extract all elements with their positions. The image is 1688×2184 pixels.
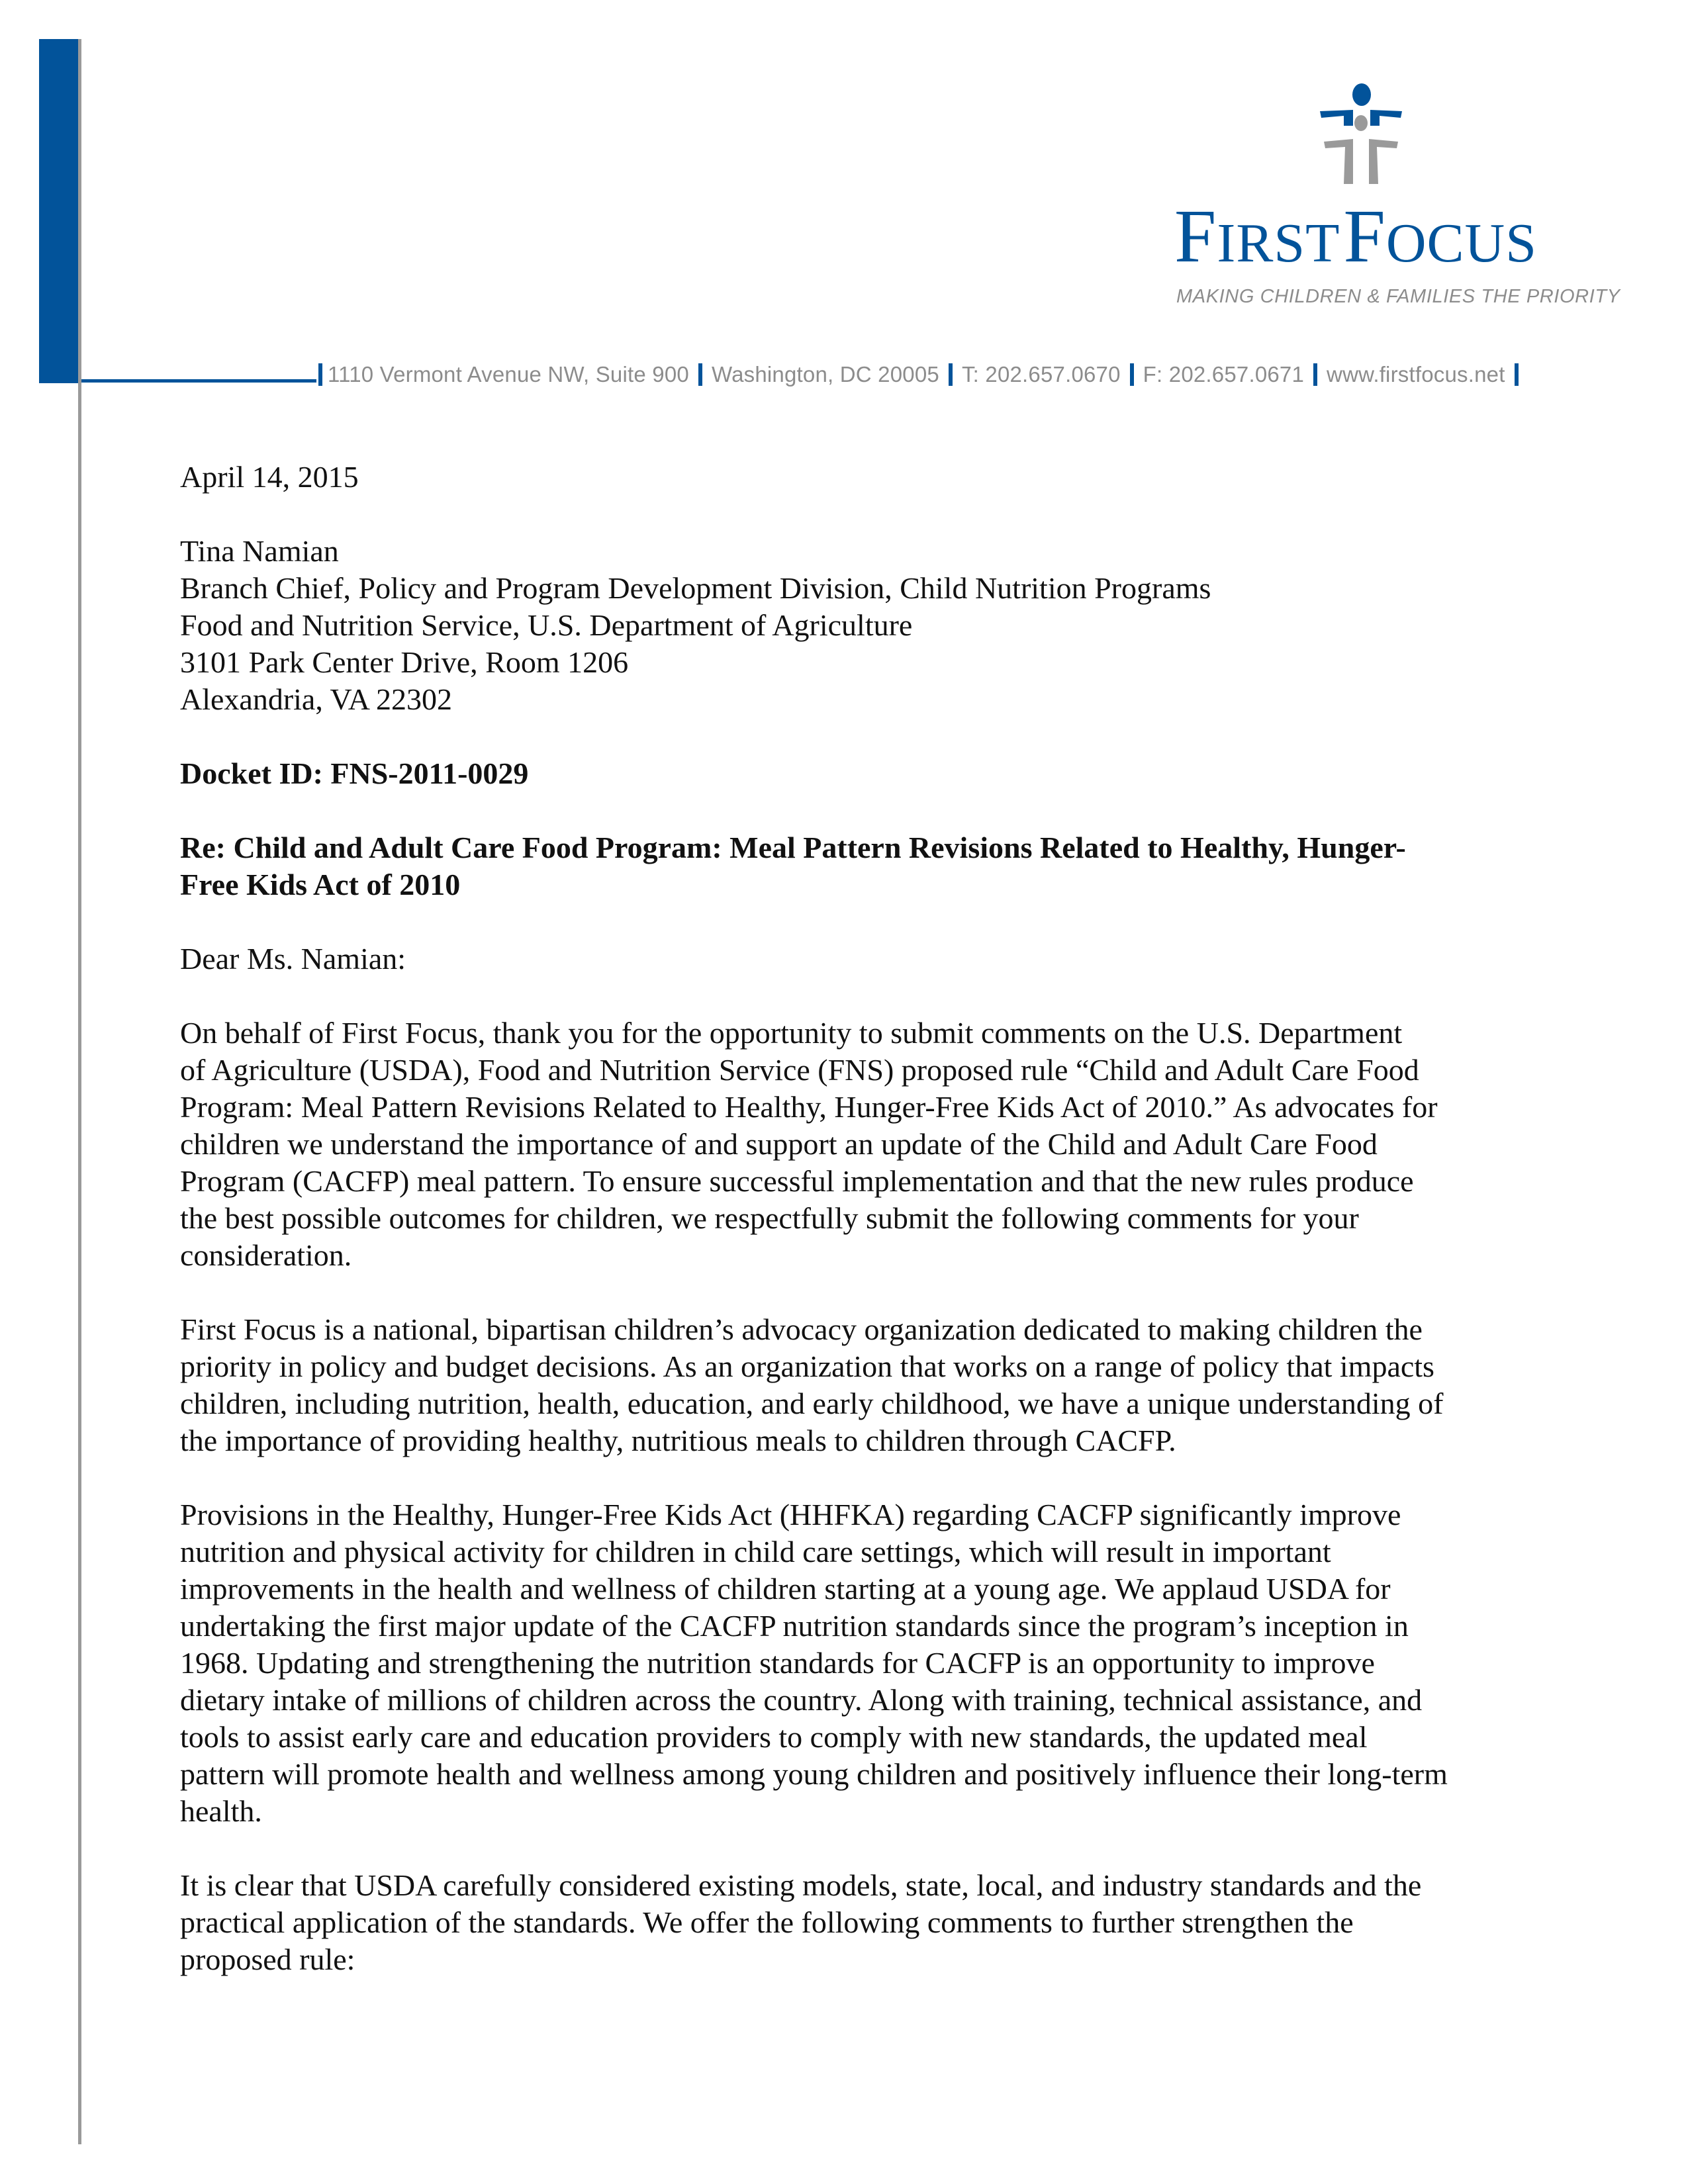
paragraph-line: children, including nutrition, health, education, and early childhood, we have a unique understanding of xyxy=(180,1387,1444,1420)
wordmark-cap-1: F xyxy=(1174,194,1217,278)
separator xyxy=(1313,363,1317,386)
letterhead-gray-rule xyxy=(78,39,81,2144)
recipient-title: Branch Chief, Policy and Program Development Division, Child Nutrition Programs xyxy=(180,571,1211,605)
recipient-name: Tina Namian xyxy=(180,534,339,568)
org-tagline: MAKING CHILDREN & FAMILIES THE PRIORITY xyxy=(1176,286,1620,307)
paragraph-line: priority in policy and budget decisions. As an organization that works on a range of policy that impacts xyxy=(180,1349,1434,1383)
separator xyxy=(698,363,702,386)
paragraph-line: pattern will promote health and wellness among young children and positively influence their long-term xyxy=(180,1757,1448,1791)
logo-blue-arms xyxy=(1320,110,1353,126)
fax: F: 202.657.0671 xyxy=(1143,362,1305,387)
letterhead-contact-bar xyxy=(318,362,1528,387)
org-wordmark xyxy=(1174,194,1565,281)
body-paragraph xyxy=(180,1311,1517,1459)
body-paragraph xyxy=(180,1015,1517,1274)
wordmark-rest-1: IRST xyxy=(1217,212,1340,274)
paragraph-line: Program (CACFP) meal pattern. To ensure successful implementation and that the new rules produce xyxy=(180,1164,1414,1198)
website-link[interactable]: www.firstfocus.net xyxy=(1327,362,1505,387)
wordmark-cap-2: F xyxy=(1343,194,1386,278)
paragraph-line: of Agriculture (USDA), Food and Nutrition Service (FNS) proposed rule “Child and Adult Care Food xyxy=(180,1053,1419,1087)
salutation: Dear Ms. Namian: xyxy=(180,942,406,976)
paragraph-line: tools to assist early care and education providers to comply with new standards, the updated meal xyxy=(180,1720,1368,1754)
paragraph-line: Program: Meal Pattern Revisions Related to Healthy, Hunger-Free Kids Act of 2010.” As advocates for xyxy=(180,1090,1438,1124)
street-address: 1110 Vermont Avenue NW, Suite 900 xyxy=(328,362,689,387)
paragraph-line: improvements in the health and wellness of children starting at a young age. We applaud USDA for xyxy=(180,1572,1391,1606)
paragraph-line: It is clear that USDA carefully considered existing models, state, local, and industry standards and the xyxy=(180,1868,1422,1902)
paragraph-line: First Focus is a national, bipartisan children’s advocacy organization dedicated to making children the xyxy=(180,1312,1423,1346)
paragraph-line: the best possible outcomes for children, we respectfully submit the following comments for your xyxy=(180,1201,1359,1235)
logo-blue-head xyxy=(1352,83,1371,106)
subject-line-1: Re: Child and Adult Care Food Program: Meal Pattern Revisions Related to Healthy, Hunger- xyxy=(180,831,1406,864)
separator xyxy=(1130,363,1134,386)
logo-gray-body xyxy=(1324,139,1353,184)
recipient-agency: Food and Nutrition Service, U.S. Department of Agriculture xyxy=(180,608,913,642)
paragraph-line: health. xyxy=(180,1794,262,1828)
separator xyxy=(949,363,953,386)
recipient-city: Alexandria, VA 22302 xyxy=(180,682,452,716)
paragraph-line: Provisions in the Healthy, Hunger-Free Kids Act (HHFKA) regarding CACFP significantly improve xyxy=(180,1498,1401,1531)
paragraph-line: consideration. xyxy=(180,1238,352,1272)
paragraph-line: children we understand the importance of and support an update of the Child and Adult Care Food xyxy=(180,1127,1378,1161)
telephone: T: 202.657.0670 xyxy=(961,362,1121,387)
city-state-zip: Washington, DC 20005 xyxy=(711,362,939,387)
wordmark-rest-2: OCUS xyxy=(1385,212,1537,274)
body-paragraph xyxy=(180,1496,1517,1830)
docket-id: Docket ID: FNS-2011-0029 xyxy=(180,756,529,790)
letterhead-blue-bar xyxy=(39,39,78,383)
paragraph-line: practical application of the standards. We offer the following comments to further strengthen the xyxy=(180,1905,1354,1939)
separator xyxy=(318,363,322,386)
subject-line-2: Free Kids Act of 2010 xyxy=(180,868,461,901)
paragraph-line: dietary intake of millions of children across the country. Along with training, technical assistance, and xyxy=(180,1683,1423,1717)
letter-body xyxy=(180,459,1517,2015)
recipient-street: 3101 Park Center Drive, Room 1206 xyxy=(180,645,629,679)
separator xyxy=(1515,363,1519,386)
body-paragraph xyxy=(180,1867,1517,1978)
paragraph-line: On behalf of First Focus, thank you for the opportunity to submit comments on the U.S. Department xyxy=(180,1016,1403,1050)
paragraph-line: undertaking the first major update of the CACFP nutrition standards since the program’s inception in xyxy=(180,1609,1409,1643)
letterhead-blue-rule xyxy=(81,379,316,383)
paragraph-line: proposed rule: xyxy=(180,1942,355,1976)
two-figures-logo-icon xyxy=(1317,81,1405,187)
paragraph-line: 1968. Updating and strengthening the nutrition standards for CACFP is an opportunity to improve xyxy=(180,1646,1375,1680)
paragraph-line: the importance of providing healthy, nutritious meals to children through CACFP. xyxy=(180,1424,1176,1457)
logo-gray-head xyxy=(1354,115,1368,131)
paragraph-line: nutrition and physical activity for children in child care settings, which will result in important xyxy=(180,1535,1331,1569)
subject-line xyxy=(180,829,1517,903)
letter-date: April 14, 2015 xyxy=(180,460,359,494)
recipient-block xyxy=(180,533,1517,718)
body-paragraphs xyxy=(180,1015,1517,1978)
